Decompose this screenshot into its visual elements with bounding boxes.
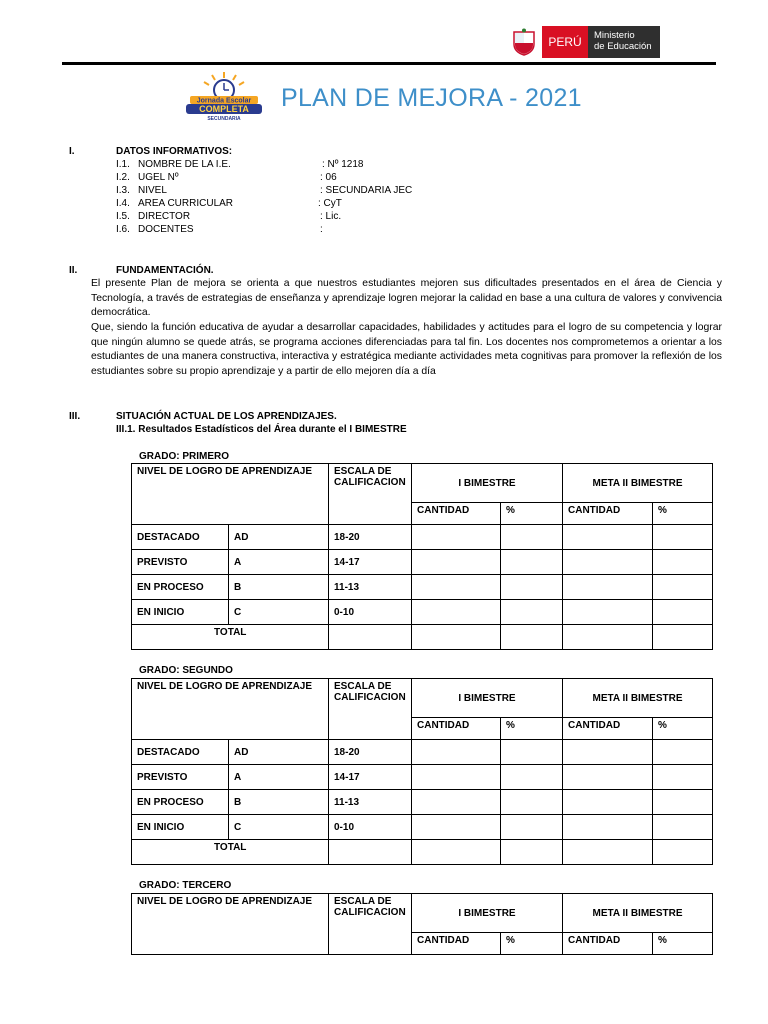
cell-meta-percent[interactable] <box>653 815 713 840</box>
total-meta-cantidad[interactable] <box>563 625 653 650</box>
cell-meta-cantidad[interactable] <box>563 740 653 765</box>
cell-meta-percent[interactable] <box>653 525 713 550</box>
level-name: EN PROCESO <box>132 790 229 815</box>
datos-row-number: I.5. <box>116 211 130 222</box>
cell-meta-percent[interactable] <box>653 765 713 790</box>
total-label: TOTAL <box>132 625 329 650</box>
cell-meta-cantidad[interactable] <box>563 575 653 600</box>
ministry-name <box>588 26 660 58</box>
level-range: 11-13 <box>329 790 412 815</box>
header-meta: META II BIMESTRE <box>563 894 713 933</box>
level-code: AD <box>229 525 329 550</box>
section-2-title: FUNDAMENTACIÓN. <box>116 265 214 276</box>
grade-label: GRADO: TERCERO <box>139 880 232 891</box>
header-nivel: NIVEL DE LOGRO DE APRENDIZAJE <box>132 679 329 740</box>
header-bimestre: I BIMESTRE <box>412 464 563 503</box>
section-3-number: III. <box>69 411 81 422</box>
datos-row-label: AREA CURRICULAR <box>138 198 234 209</box>
table-row <box>132 790 713 815</box>
table-row <box>132 525 713 550</box>
total-escala[interactable] <box>329 625 412 650</box>
jornada-escolar-completa-logo <box>184 70 264 122</box>
level-name: PREVISTO <box>132 765 229 790</box>
results-table <box>131 463 713 650</box>
cell-meta-percent[interactable] <box>653 575 713 600</box>
total-cantidad[interactable] <box>412 840 501 865</box>
datos-row-number: I.3. <box>116 185 130 196</box>
header-escala: ESCALA DE CALIFICACION <box>329 464 412 525</box>
cell-percent[interactable] <box>501 815 563 840</box>
cell-meta-cantidad[interactable] <box>563 600 653 625</box>
cell-meta-cantidad[interactable] <box>563 765 653 790</box>
total-label: TOTAL <box>132 840 329 865</box>
header-percent: % <box>501 503 563 525</box>
level-name: DESTACADO <box>132 525 229 550</box>
header-nivel: NIVEL DE LOGRO DE APRENDIZAJE <box>132 894 329 955</box>
cell-meta-cantidad[interactable] <box>563 815 653 840</box>
total-escala[interactable] <box>329 840 412 865</box>
logo-text-2: COMPLETA <box>199 104 249 114</box>
header-cantidad: CANTIDAD <box>412 933 501 955</box>
total-row <box>132 625 713 650</box>
level-range: 0-10 <box>329 600 412 625</box>
level-code: AD <box>229 740 329 765</box>
level-name: PREVISTO <box>132 550 229 575</box>
cell-meta-percent[interactable] <box>653 740 713 765</box>
section-3-title: SITUACIÓN ACTUAL DE LOS APRENDIZAJES. <box>116 411 337 422</box>
header-percent: % <box>653 718 713 740</box>
header-nivel: NIVEL DE LOGRO DE APRENDIZAJE <box>132 464 329 525</box>
fundamentacion-paragraph-1: El presente Plan de mejora se orienta a que nuestros estudiantes mejoren sus dificultades presentados en el área de Ciencia y Tecnología, a través de estrategias de enseñanza y aprendizaje logren mejorar la calidad en base a una cultura de valores y convivencia democrática. <box>91 278 722 318</box>
grade-label: GRADO: PRIMERO <box>139 451 229 462</box>
header-bimestre: I BIMESTRE <box>412 894 563 933</box>
logo-text-3: SECUNDARIA <box>207 116 241 122</box>
cell-cantidad[interactable] <box>412 790 501 815</box>
level-code: C <box>229 815 329 840</box>
cell-meta-cantidad[interactable] <box>563 525 653 550</box>
total-meta-percent[interactable] <box>653 625 713 650</box>
level-code: A <box>229 765 329 790</box>
cell-percent[interactable] <box>501 765 563 790</box>
header-cantidad: CANTIDAD <box>563 933 653 955</box>
datos-row-label: DIRECTOR <box>138 211 191 222</box>
cell-meta-percent[interactable] <box>653 790 713 815</box>
datos-row-number: I.1. <box>116 159 130 170</box>
cell-meta-percent[interactable] <box>653 600 713 625</box>
level-code: B <box>229 790 329 815</box>
level-name: EN INICIO <box>132 815 229 840</box>
header-cantidad: CANTIDAD <box>563 503 653 525</box>
header-cantidad: CANTIDAD <box>563 718 653 740</box>
level-range: 18-20 <box>329 525 412 550</box>
header-escala: ESCALA DE CALIFICACION <box>329 894 412 955</box>
header-meta: META II BIMESTRE <box>563 464 713 503</box>
datos-row-value: : Lic. <box>320 211 342 222</box>
results-table <box>131 678 713 865</box>
total-cantidad[interactable] <box>412 625 501 650</box>
datos-row-number: I.4. <box>116 198 130 209</box>
header-cantidad: CANTIDAD <box>412 503 501 525</box>
cell-percent[interactable] <box>501 550 563 575</box>
logo-text-1: Jornada Escolar <box>196 97 252 105</box>
level-code: C <box>229 600 329 625</box>
coat-of-arms-icon <box>508 26 540 58</box>
datos-row-value: : <box>320 224 323 235</box>
cell-cantidad[interactable] <box>412 740 501 765</box>
level-range: 11-13 <box>329 575 412 600</box>
document-title: PLAN DE MEJORA - 2021 <box>281 84 582 112</box>
header-percent: % <box>653 503 713 525</box>
table-row <box>132 765 713 790</box>
datos-row-number: I.2. <box>116 172 130 183</box>
cell-cantidad[interactable] <box>412 815 501 840</box>
level-range: 14-17 <box>329 550 412 575</box>
level-code: A <box>229 550 329 575</box>
datos-row-label: NOMBRE DE LA I.E. <box>138 159 231 170</box>
cell-meta-cantidad[interactable] <box>563 790 653 815</box>
results-table <box>131 893 713 955</box>
cell-cantidad[interactable] <box>412 600 501 625</box>
cell-percent[interactable] <box>501 790 563 815</box>
cell-meta-cantidad[interactable] <box>563 550 653 575</box>
level-range: 14-17 <box>329 765 412 790</box>
datos-row-value: : 06 <box>320 172 337 183</box>
country-label: PERÚ <box>542 26 588 58</box>
cell-cantidad[interactable] <box>412 575 501 600</box>
datos-row-number: I.6. <box>116 224 130 235</box>
datos-row-label: DOCENTES <box>138 224 194 235</box>
fundamentacion-paragraph-2: Que, siendo la función educativa de ayudar a desarrollar capacidades, habilidades y actitudes para el logro de su competencia y lograr que ningún alumno se quede atrás, se programa acciones diferenciadas para tal fin. Los docentes nos comprometemos a orientar a los estudiantes de una manera constructiva, interactiva y estratégica mediante actividades meta cognitivas para promover la reflexión de los estudiantes sobre su propio aprendizaje y a partir de ello mejoren día a día <box>91 322 722 377</box>
header-cantidad: CANTIDAD <box>412 718 501 740</box>
section-1-title: DATOS INFORMATIVOS: <box>116 146 233 157</box>
total-meta-percent[interactable] <box>653 840 713 865</box>
datos-row-value: : SECUNDARIA JEC <box>320 185 413 196</box>
section-1-number: I. <box>69 146 75 157</box>
cell-percent[interactable] <box>501 525 563 550</box>
total-row <box>132 840 713 865</box>
cell-cantidad[interactable] <box>412 550 501 575</box>
total-percent[interactable] <box>501 625 563 650</box>
table-row <box>132 600 713 625</box>
total-meta-cantidad[interactable] <box>563 840 653 865</box>
table-row <box>132 575 713 600</box>
level-name: DESTACADO <box>132 740 229 765</box>
section-3-subtitle: III.1. Resultados Estadísticos del Área durante el I BIMESTRE <box>116 424 407 435</box>
datos-row-value: : CyT <box>318 198 342 209</box>
level-name: EN INICIO <box>132 600 229 625</box>
level-code: B <box>229 575 329 600</box>
header-meta: META II BIMESTRE <box>563 679 713 718</box>
cell-percent[interactable] <box>501 740 563 765</box>
header-percent: % <box>653 933 713 955</box>
ministry-logo <box>508 26 660 58</box>
cell-cantidad[interactable] <box>412 525 501 550</box>
cell-percent[interactable] <box>501 600 563 625</box>
level-range: 0-10 <box>329 815 412 840</box>
cell-percent[interactable] <box>501 575 563 600</box>
header-escala: ESCALA DE CALIFICACION <box>329 679 412 740</box>
datos-row-value: : Nº 1218 <box>322 159 364 170</box>
cell-meta-percent[interactable] <box>653 550 713 575</box>
ministry-line-2: de Educación <box>594 41 652 52</box>
section-2-number: II. <box>69 265 78 276</box>
datos-row-label: UGEL Nº <box>138 172 179 183</box>
datos-row-label: NIVEL <box>138 185 167 196</box>
level-range: 18-20 <box>329 740 412 765</box>
table-row <box>132 815 713 840</box>
header-rule <box>62 62 716 65</box>
header-percent: % <box>501 933 563 955</box>
level-name: EN PROCESO <box>132 575 229 600</box>
header-percent: % <box>501 718 563 740</box>
grade-label: GRADO: SEGUNDO <box>139 665 233 676</box>
table-row <box>132 550 713 575</box>
table-row <box>132 740 713 765</box>
ministry-line-1: Ministerio <box>594 30 635 41</box>
header-bimestre: I BIMESTRE <box>412 679 563 718</box>
total-percent[interactable] <box>501 840 563 865</box>
cell-cantidad[interactable] <box>412 765 501 790</box>
